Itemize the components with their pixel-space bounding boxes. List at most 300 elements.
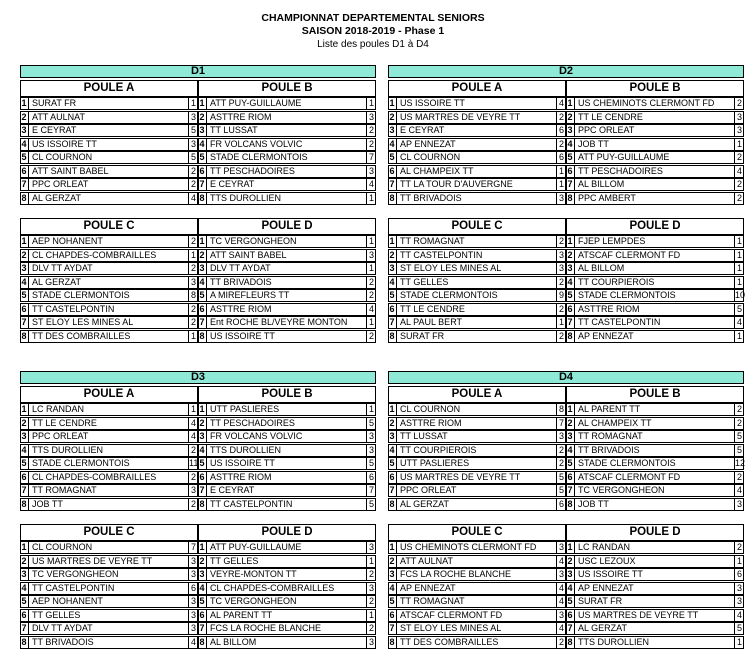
team-value: 1 — [188, 98, 197, 109]
team-number: 8 — [21, 192, 27, 203]
pool-title: POULE C — [20, 524, 198, 541]
team-row — [20, 417, 198, 430]
team-number: 7 — [21, 317, 27, 327]
team-row — [198, 430, 376, 443]
team-value: 2 — [188, 236, 197, 247]
team-value: 5 — [734, 304, 743, 315]
team-row — [20, 622, 198, 635]
team-name: ATSCAF CLERMONT FD — [574, 472, 735, 483]
team-row — [566, 111, 744, 124]
team-number: 7 — [389, 485, 395, 495]
team-row — [388, 124, 566, 137]
team-number: 8 — [199, 636, 205, 647]
team-value: 1 — [366, 317, 375, 328]
team-value: 2 — [734, 193, 743, 204]
team-number: 2 — [567, 249, 573, 260]
team-row — [566, 555, 744, 568]
team-row — [388, 417, 566, 430]
team-row — [198, 192, 376, 205]
team-number: 5 — [389, 152, 395, 162]
team-number: 7 — [21, 485, 27, 495]
team-number: 4 — [199, 138, 205, 149]
team-name: AL GERZAT — [396, 499, 557, 510]
team-value: 2 — [366, 139, 375, 150]
team-number: 2 — [199, 555, 205, 566]
team-name: JOB TT — [574, 139, 735, 150]
team-row — [566, 235, 744, 248]
team-number: 5 — [567, 152, 573, 162]
team-value: 9 — [556, 290, 565, 301]
team-number: 5 — [21, 152, 27, 162]
team-row — [566, 430, 744, 443]
team-name: LC RANDAN — [28, 404, 189, 415]
team-row — [198, 609, 376, 622]
pool-title: POULE C — [388, 524, 566, 541]
team-value: 1 — [734, 139, 743, 150]
team-number: 2 — [21, 417, 27, 428]
team-value: 1 — [734, 277, 743, 288]
team-row — [388, 595, 566, 608]
division-header: D2 — [388, 65, 744, 78]
team-number: 1 — [389, 404, 395, 414]
team-value: 3 — [366, 250, 375, 261]
team-row — [198, 165, 376, 178]
team-value: 8 — [556, 404, 565, 415]
team-number: 4 — [199, 276, 205, 287]
team-number: 1 — [567, 542, 573, 552]
team-value: 3 — [556, 193, 565, 204]
team-value: 3 — [366, 431, 375, 442]
team-row — [20, 484, 198, 497]
team-value: 2 — [188, 304, 197, 315]
team-value: 2 — [188, 179, 197, 190]
team-row — [388, 498, 566, 511]
team-number: 2 — [199, 417, 205, 428]
team-name: TT PESCHADOIRES — [574, 166, 735, 177]
team-value: 3 — [366, 583, 375, 594]
team-row — [388, 541, 566, 554]
team-name: ST ELOY LES MINES AL — [28, 317, 189, 328]
team-value: 4 — [556, 556, 565, 567]
team-row — [20, 178, 198, 191]
team-name: AEP NOHANENT — [28, 236, 189, 247]
team-name: TT LA TOUR D'AUVERGNE — [396, 179, 557, 190]
team-name: TTS DUROLLIEN — [574, 637, 735, 648]
team-value: 2 — [556, 112, 565, 123]
team-value: 2 — [556, 139, 565, 150]
team-name: E CEYRAT — [396, 125, 557, 136]
team-name: ATSCAF CLERMONT FD — [574, 250, 735, 261]
team-name: STADE CLERMONTOIS — [574, 290, 735, 301]
team-row — [20, 165, 198, 178]
team-name: FR VOLCANS VOLVIC — [206, 431, 367, 442]
team-row — [20, 430, 198, 443]
team-name: US ISSOIRE TT — [574, 569, 735, 580]
team-row — [388, 289, 566, 302]
team-value: 1 — [734, 263, 743, 274]
team-row — [388, 262, 566, 275]
team-number: 6 — [199, 303, 205, 314]
team-number: 3 — [21, 569, 27, 579]
team-number: 7 — [567, 485, 573, 495]
team-row — [566, 568, 744, 581]
team-value: 3 — [188, 569, 197, 580]
team-name: TT GELLES — [28, 610, 189, 621]
team-row — [198, 622, 376, 635]
team-value: 3 — [366, 166, 375, 177]
team-row — [566, 330, 744, 343]
team-value: 2 — [556, 637, 565, 648]
team-number: 6 — [567, 303, 573, 314]
pool-title: POULE B — [198, 386, 376, 403]
team-number: 2 — [21, 249, 27, 260]
team-name: VEYRE-MONTON TT — [206, 569, 367, 580]
team-number: 3 — [21, 125, 27, 135]
team-value: 2 — [556, 277, 565, 288]
team-row — [566, 124, 744, 137]
pool-title: POULE D — [198, 218, 376, 235]
team-number: 1 — [21, 98, 27, 108]
team-row — [198, 498, 376, 511]
team-name: PPC ORLEAT — [28, 431, 189, 442]
team-value: 2 — [366, 569, 375, 580]
team-name: TT ROMAGNAT — [396, 596, 557, 607]
team-name: E CEYRAT — [206, 485, 367, 496]
team-row — [198, 316, 376, 329]
team-number: 8 — [199, 330, 205, 341]
team-number: 7 — [567, 317, 573, 327]
team-name: TT ROMAGNAT — [574, 431, 735, 442]
team-name: DLV TT AYDAT — [206, 263, 367, 274]
division-header: D3 — [20, 371, 376, 384]
team-name: TTS DUROLLIEN — [28, 445, 189, 456]
team-name: AP ENNEZAT — [574, 331, 735, 342]
team-name: SURAT FR — [28, 98, 189, 109]
team-value: 2 — [366, 277, 375, 288]
team-value: 6 — [188, 583, 197, 594]
team-number: 8 — [567, 636, 573, 647]
team-value: 1 — [734, 250, 743, 261]
pool-title: POULE A — [20, 386, 198, 403]
team-row — [566, 249, 744, 262]
team-row — [566, 165, 744, 178]
team-row — [198, 303, 376, 316]
team-row — [566, 138, 744, 151]
team-name: AL BILLOM — [206, 637, 367, 648]
team-name: TT COURPIEROIS — [574, 277, 735, 288]
team-number: 4 — [21, 276, 27, 287]
team-number: 7 — [21, 623, 27, 633]
team-number: 3 — [21, 431, 27, 441]
team-value: 4 — [734, 317, 743, 328]
team-name: TT PESCHADOIRES — [206, 418, 367, 429]
team-name: STADE CLERMONTOIS — [396, 290, 557, 301]
team-name: US MARTRES DE VEYRE TT — [574, 610, 735, 621]
team-row — [198, 403, 376, 416]
team-value: 1 — [188, 331, 197, 342]
team-name: TT GELLES — [206, 556, 367, 567]
team-name: CL COURNON — [396, 152, 557, 163]
team-name: ATT SAINT BABEL — [28, 166, 189, 177]
team-row — [566, 498, 744, 511]
team-number: 1 — [567, 236, 573, 246]
team-name: US CHEMINOTS CLERMONT FD — [574, 98, 735, 109]
team-value: 4 — [734, 166, 743, 177]
team-number: 3 — [199, 125, 205, 135]
team-value: 4 — [556, 583, 565, 594]
team-value: 2 — [734, 404, 743, 415]
team-row — [566, 403, 744, 416]
team-number: 6 — [567, 165, 573, 176]
team-value: 3 — [734, 112, 743, 123]
team-number: 8 — [389, 636, 395, 647]
team-row — [198, 541, 376, 554]
team-name: FCS LA ROCHE BLANCHE — [206, 623, 367, 634]
team-value: 7 — [188, 542, 197, 553]
team-number: 5 — [389, 596, 395, 606]
team-number: 7 — [199, 623, 205, 633]
team-value: 2 — [188, 166, 197, 177]
division-header: D4 — [388, 371, 744, 384]
team-row — [198, 111, 376, 124]
team-value: 4 — [366, 179, 375, 190]
team-value: 1 — [556, 317, 565, 328]
team-name: LC RANDAN — [574, 542, 735, 553]
team-name: AP ENNEZAT — [396, 583, 557, 594]
team-value: 3 — [734, 596, 743, 607]
team-number: 6 — [567, 609, 573, 620]
team-number: 6 — [199, 609, 205, 620]
team-number: 6 — [21, 609, 27, 620]
team-row — [198, 417, 376, 430]
team-value: 2 — [366, 596, 375, 607]
team-row — [388, 636, 566, 649]
team-value: 7 — [556, 418, 565, 429]
team-name: TTS DUROLLIEN — [206, 193, 367, 204]
team-name: TT GELLES — [396, 277, 557, 288]
team-value: 2 — [188, 317, 197, 328]
team-row — [198, 262, 376, 275]
pool-title: POULE D — [566, 218, 744, 235]
team-row — [566, 582, 744, 595]
team-row — [388, 151, 566, 164]
team-row — [20, 555, 198, 568]
team-value: 3 — [556, 250, 565, 261]
team-row — [20, 303, 198, 316]
team-value: 2 — [188, 499, 197, 510]
team-name: ASTTRE RIOM — [206, 112, 367, 123]
team-name: AL BILLOM — [574, 179, 735, 190]
team-name: AL CHAMPEIX TT — [396, 166, 557, 177]
team-name: PPC AMBERT — [574, 193, 735, 204]
team-row — [20, 289, 198, 302]
team-number: 3 — [21, 263, 27, 273]
team-number: 7 — [389, 179, 395, 189]
team-number: 5 — [21, 290, 27, 300]
team-row — [20, 124, 198, 137]
team-row — [198, 595, 376, 608]
team-row — [198, 249, 376, 262]
team-name: STADE CLERMONTOIS — [28, 290, 189, 301]
team-value: 1 — [556, 179, 565, 190]
team-name: US MARTRES DE VEYRE TT — [396, 472, 557, 483]
team-name: TT LUSSAT — [206, 125, 367, 136]
team-number: 1 — [199, 236, 205, 246]
team-row — [198, 582, 376, 595]
team-name: TT BRIVADOIS — [206, 277, 367, 288]
team-row — [388, 97, 566, 110]
team-name: Ent ROCHE BL/VEYRE MONTON — [206, 317, 367, 328]
team-value: 4 — [188, 418, 197, 429]
team-row — [198, 276, 376, 289]
team-row — [388, 249, 566, 262]
team-number: 4 — [199, 582, 205, 593]
team-value: 5 — [734, 445, 743, 456]
team-name: TC VERGONGHEON — [206, 596, 367, 607]
team-value: 1 — [734, 637, 743, 648]
team-row — [198, 330, 376, 343]
team-name: AL GERZAT — [28, 277, 189, 288]
team-name: AL PAUL BERT — [396, 317, 557, 328]
team-row — [20, 457, 198, 470]
championship-title: CHAMPIONNAT DEPARTEMENTAL SENIORS — [261, 12, 485, 24]
pool-title: POULE B — [198, 80, 376, 97]
team-row — [20, 582, 198, 595]
team-value: 2 — [556, 458, 565, 469]
team-name: ASTTRE RIOM — [206, 472, 367, 483]
pool-title: POULE C — [20, 218, 198, 235]
team-row — [198, 138, 376, 151]
team-value: 12 — [735, 458, 746, 468]
team-name: FCS LA ROCHE BLANCHE — [396, 569, 557, 580]
team-value: 4 — [188, 193, 197, 204]
team-number: 3 — [199, 569, 205, 579]
team-name: TT BRIVADOIS — [574, 445, 735, 456]
team-row — [388, 457, 566, 470]
team-number: 5 — [567, 290, 573, 300]
team-row — [566, 457, 744, 470]
team-number: 1 — [21, 236, 27, 246]
team-name: UTT PASLIERES — [396, 458, 557, 469]
team-name: JOB TT — [574, 499, 735, 510]
team-name: US MARTRES DE VEYRE TT — [396, 112, 557, 123]
team-name: US ISSOIRE TT — [28, 139, 189, 150]
team-name: CL COURNON — [396, 404, 557, 415]
team-value: 4 — [188, 637, 197, 648]
team-value: 6 — [556, 152, 565, 163]
team-number: 3 — [567, 431, 573, 441]
team-value: 1 — [366, 236, 375, 247]
team-row — [566, 276, 744, 289]
team-value: 1 — [734, 556, 743, 567]
pool-title: POULE A — [388, 80, 566, 97]
team-value: 2 — [366, 623, 375, 634]
team-name: AEP NOHANENT — [28, 596, 189, 607]
team-value: 3 — [188, 277, 197, 288]
team-row — [566, 303, 744, 316]
team-name: TT LUSSAT — [396, 431, 557, 442]
team-number: 4 — [389, 276, 395, 287]
team-row — [20, 568, 198, 581]
team-value: 1 — [366, 556, 375, 567]
team-name: ST ELOY LES MINES AL — [396, 263, 557, 274]
team-value: 1 — [734, 236, 743, 247]
team-row — [388, 609, 566, 622]
team-name: STADE CLERMONTOIS — [206, 152, 367, 163]
team-name: CL COURNON — [28, 542, 189, 553]
team-number: 4 — [567, 582, 573, 593]
team-number: 7 — [389, 317, 395, 327]
team-row — [20, 151, 198, 164]
team-name: TT DES COMBRAILLES — [28, 331, 189, 342]
team-name: TT CASTELPONTIN — [28, 583, 189, 594]
team-row — [20, 249, 198, 262]
team-value: 1 — [366, 193, 375, 204]
team-name: TT ROMAGNAT — [396, 236, 557, 247]
team-number: 4 — [21, 138, 27, 149]
team-number: 6 — [389, 303, 395, 314]
team-number: 7 — [199, 485, 205, 495]
team-value: 5 — [734, 623, 743, 634]
team-row — [20, 330, 198, 343]
team-row — [388, 192, 566, 205]
team-name: TT CASTELPONTIN — [206, 499, 367, 510]
team-number: 5 — [199, 458, 205, 468]
team-value: 4 — [188, 431, 197, 442]
team-value: 3 — [734, 125, 743, 136]
team-value: 3 — [366, 445, 375, 456]
team-row — [388, 138, 566, 151]
team-row — [388, 316, 566, 329]
team-row — [388, 235, 566, 248]
team-value: 4 — [556, 623, 565, 634]
team-number: 3 — [567, 125, 573, 135]
team-number: 8 — [389, 330, 395, 341]
team-value: 5 — [556, 485, 565, 496]
team-number: 6 — [389, 165, 395, 176]
team-row — [198, 555, 376, 568]
team-value: 2 — [366, 331, 375, 342]
team-number: 8 — [199, 498, 205, 509]
pools-subtitle: Liste des poules D1 à D4 — [317, 39, 429, 50]
team-number: 4 — [21, 444, 27, 455]
team-row — [566, 541, 744, 554]
team-value: 3 — [188, 596, 197, 607]
team-number: 1 — [21, 542, 27, 552]
team-value: 3 — [188, 556, 197, 567]
team-value: 5 — [734, 431, 743, 442]
team-number: 1 — [567, 404, 573, 414]
team-number: 7 — [567, 179, 573, 189]
team-number: 8 — [567, 330, 573, 341]
team-name: ASTTRE RIOM — [206, 304, 367, 315]
team-row — [388, 555, 566, 568]
team-number: 7 — [567, 623, 573, 633]
team-value: 2 — [556, 331, 565, 342]
team-row — [388, 568, 566, 581]
division-header: D1 — [20, 65, 376, 78]
team-name: AL PARENT TT — [574, 404, 735, 415]
team-name: STADE CLERMONTOIS — [574, 458, 735, 469]
team-row — [198, 471, 376, 484]
team-row — [20, 192, 198, 205]
pool-title: POULE B — [566, 80, 744, 97]
team-name: TC VERGONGHEON — [206, 236, 367, 247]
team-number: 4 — [389, 582, 395, 593]
team-value: 1 — [188, 250, 197, 261]
team-value: 3 — [188, 623, 197, 634]
team-number: 5 — [199, 152, 205, 162]
